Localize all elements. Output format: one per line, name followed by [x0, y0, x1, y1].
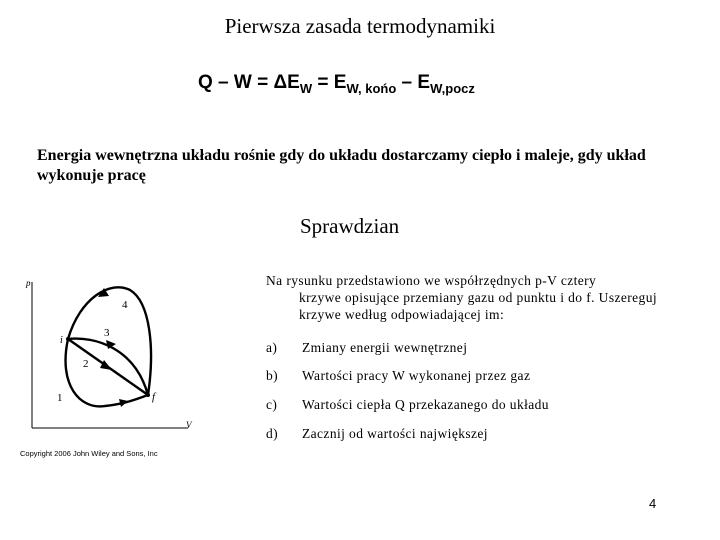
curve-label-3: 3 [104, 327, 110, 339]
curve-label-1: 1 [57, 392, 63, 404]
quiz-option-c [266, 397, 549, 413]
pv-diagram [20, 270, 200, 440]
quiz-heading: Sprawdzian [300, 214, 400, 238]
curve-4 [68, 287, 151, 395]
question-rest: krzywe opisujące przemiany gazu od punktu i do f. Uszereguj krzywe według odpowiadającej im: [299, 290, 657, 322]
equation-lhs: Q – W = ΔE [198, 72, 300, 93]
equation-sub-final: W, końo [346, 81, 397, 96]
option-label: b) [266, 368, 279, 383]
slide-title: Pierwsza zasada termodynamiki [224, 14, 496, 38]
copyright-notice: Copyright 2006 John Wiley and Sons, Inc [20, 449, 158, 458]
quiz-question [266, 272, 686, 323]
quiz-option-a [266, 340, 467, 356]
option-text: Wartości ciepła Q przekazanego do układu [302, 397, 549, 412]
page-number: 4 [649, 496, 657, 511]
curve-label-2: 2 [83, 358, 89, 370]
point-initial-marker [66, 337, 70, 341]
quiz-option-d [266, 426, 488, 442]
option-label: a) [266, 340, 278, 355]
option-label: c) [266, 397, 278, 412]
option-text: Wartości pracy W wykonanej przez gaz [302, 368, 531, 383]
equation-minus: – E [396, 72, 431, 93]
quiz-option-b [266, 368, 530, 384]
point-final-marker [146, 393, 150, 397]
question-first-line: Na rysunku przedstawiono we współrzędnych p-V cztery [266, 273, 597, 288]
curve-1 [66, 339, 148, 406]
equation-sub-w: W [299, 81, 313, 96]
curve-label-4: 4 [122, 299, 128, 311]
option-label: d) [266, 426, 279, 441]
y-axis-label: p [26, 278, 31, 288]
energy-statement: Energia wewnętrzna układu rośnie gdy do układu dostarczamy ciepło i maleje, gdy układ wykonuje pracę [37, 147, 646, 184]
x-axis-label: V [186, 420, 192, 430]
point-initial-label: i [60, 335, 63, 346]
option-text: Zacznij od wartości największej [302, 426, 488, 441]
point-final-label: f [152, 391, 156, 403]
equation-mid: = E [312, 72, 347, 93]
first-law-equation [198, 72, 475, 94]
equation-sub-initial: W,pocz [430, 81, 475, 96]
option-text: Zmiany energii wewnętrznej [302, 340, 468, 355]
